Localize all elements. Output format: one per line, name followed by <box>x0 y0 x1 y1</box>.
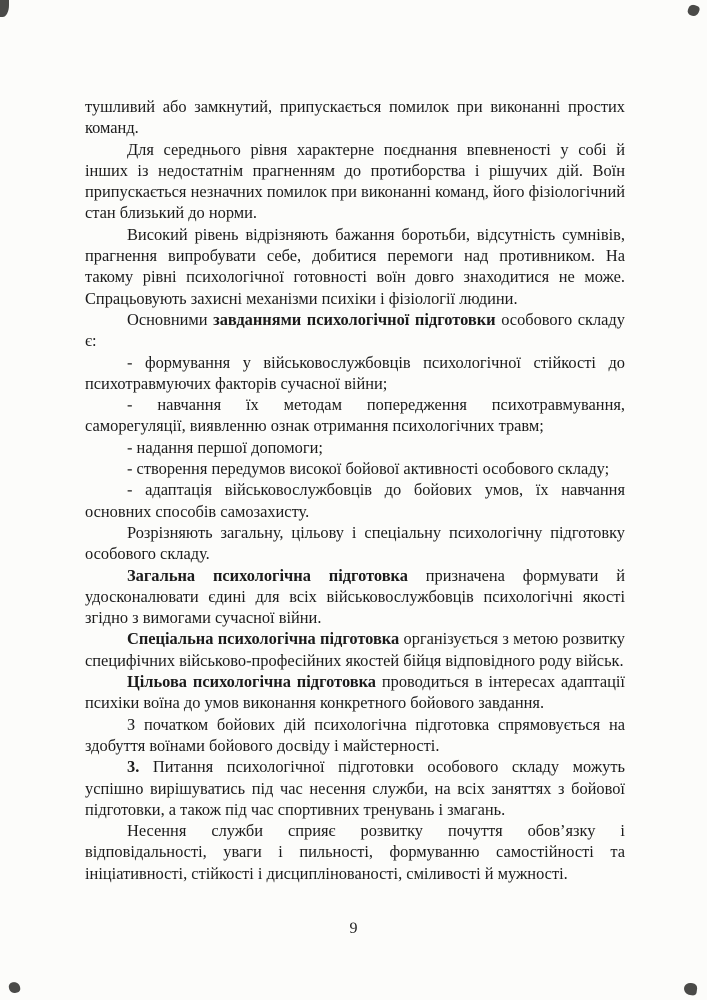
paragraph-text: організується з метою розвитку специфічних військово-професійних якостей бійця відповідного роду військ. <box>85 629 625 670</box>
list-item <box>85 458 625 479</box>
scan-artifact-bottom-right <box>683 982 698 996</box>
paragraph-text: - формування у військовослужбовців психологічної стійкості до психотравмуючих факторів сучасної війни; <box>85 352 625 393</box>
paragraph <box>85 96 625 139</box>
paragraph <box>85 565 625 629</box>
paragraph-text: - створення передумов високої бойової активності особового складу; <box>127 459 610 479</box>
bold-term: завданнями психологічної підготовки <box>213 309 496 329</box>
paragraph <box>85 522 625 565</box>
scan-artifact-top-left <box>0 0 9 17</box>
paragraph-text: призначена формувати й удосконалювати єдині для всіх військовослужбовців психологічні якості згідно з вимогами сучасної війни. <box>85 565 625 628</box>
scan-artifact-top-right <box>686 3 700 17</box>
paragraph <box>85 714 625 757</box>
list-item <box>85 479 625 522</box>
paragraph-text: тушливий або замкнутий, припускається помилок при виконанні простих команд. <box>85 97 625 138</box>
paragraph <box>85 756 625 820</box>
paragraph-text: особового складу є: <box>85 309 625 351</box>
paragraph-text: Для середнього рівня характерне поєднання впевненості у собі й інших із недостатнім прагненням до протиборства і рішучих дій. Воїн припускається незначних помилок при виконанні команд, його фізіологічний стан близький до норми. <box>85 139 625 223</box>
paragraph <box>85 671 625 714</box>
paragraph-text: проводиться в інтересах адаптації психіки воїна до умов виконання конкретного бойового завдання. <box>85 672 625 713</box>
paragraph-text: Несення служби сприяє розвитку почуття обов’язку і відповідальності, уваги і пильності, формуванню самостійності та ініціативності, стійкості і дисциплінованості, сміливості й мужності. <box>85 821 625 883</box>
bold-term: Загальна психологічна підготовка <box>127 565 408 585</box>
paragraph <box>85 820 625 884</box>
paragraph-text: Питання психологічної підготовки особового складу можуть успішно вирішуватись під час несення служби, на всіх заняттях з бойової підготовки, а також під час спортивних тренувань і змагань. <box>85 757 625 819</box>
list-item <box>85 437 625 458</box>
paragraph-text: Високий рівень відрізняють бажання боротьби, відсутність сумнівів, прагнення випробувати себе, добитися перемоги над противником. На такому рівні психологічної готовності воїн довго знаходитися не може. Спрацьовують захисні механізми психіки і фізіології людини. <box>85 224 625 308</box>
paragraph <box>85 139 625 224</box>
paragraph <box>85 309 625 352</box>
paragraph-text: Розрізняють загальну, цільову і спеціальну психологічну підготовку особового складу. <box>85 522 625 564</box>
paragraph-text: - надання першої допомоги; <box>127 437 323 457</box>
list-item <box>85 352 625 395</box>
text-block <box>85 96 625 884</box>
scan-artifact-bottom-left <box>8 981 21 994</box>
paragraph-text: - адаптація військовослужбовців до бойових умов, їх навчання основних способів самозахисту. <box>85 480 625 521</box>
list-item <box>85 394 625 437</box>
bold-term: Спеціальна психологічна підготовка <box>127 629 400 649</box>
paragraph <box>85 224 625 309</box>
page-number: 9 <box>349 920 358 937</box>
paragraph-text: Основними <box>127 309 214 329</box>
bold-term: Цільова психологічна підготовка <box>127 672 376 692</box>
numbered-item-marker: 3. <box>127 757 140 777</box>
paragraph-text: - навчання їх методам попередження психотравмування, саморегуляції, виявленню ознак отримання психологічних травм; <box>85 395 625 436</box>
paragraph <box>85 628 625 671</box>
paragraph-text: З початком бойових дій психологічна підготовка спрямовується на здобуття воїнами бойового досвіду і майстерності. <box>85 714 625 755</box>
